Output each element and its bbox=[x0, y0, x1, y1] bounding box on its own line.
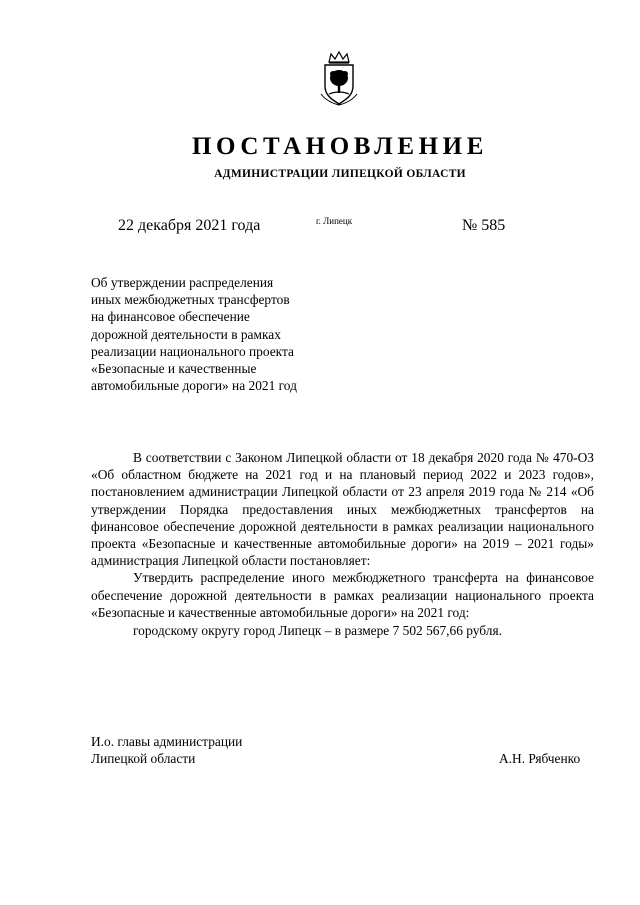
subject-line: на финансовое обеспечение bbox=[91, 309, 250, 325]
signer-position bbox=[91, 733, 242, 767]
subject-line: «Безопасные и качественные bbox=[91, 361, 257, 377]
body-paragraph-resolution: Утвердить распределение иного межбюджетного трансферта на финансовое обеспечение дорожной деятельности в рамках реализации национального проекта «Безопасные и качественные автомобильные дороги» на 2021 год: bbox=[91, 570, 594, 620]
subject-line: реализации национального проекта bbox=[91, 343, 294, 359]
document-city: г. Липецк bbox=[316, 216, 353, 226]
coat-of-arms-icon bbox=[317, 50, 361, 106]
document-title: ПОСТАНОВЛЕНИЕ bbox=[191, 133, 489, 160]
signer-name: А.Н. Рябченко bbox=[499, 751, 581, 766]
subject-line: дорожной деятельности в рамках bbox=[91, 326, 281, 342]
subject-line: автомобильные дороги» на 2021 год bbox=[91, 378, 297, 394]
document-body bbox=[91, 449, 594, 639]
signer-position-line: И.о. главы администрации bbox=[91, 734, 243, 749]
subject-line: иных межбюджетных трансфертов bbox=[91, 292, 290, 308]
body-paragraph-preamble: В соответствии с Законом Липецкой области от 18 декабря 2020 года № 470-ОЗ «Об областном бюджете на 2021 год и на плановый период 2022 и 2023 годов», постановлением администрации Липецкой области от 23 апреля 2019 года № 214 «Об утверждении Порядка предоставления иных межбюджетных трансфертов на финансовое обеспечение дорожной деятельности в рамках реализации национального проекта «Безопасные и качественные автомобильные дороги» на 2019 – 2021 годы» администрация Липецкой области постановляет: bbox=[91, 450, 594, 569]
document-subject bbox=[91, 274, 351, 394]
document-number: № 585 bbox=[462, 217, 506, 234]
signer-position-line: Липецкой области bbox=[91, 751, 196, 767]
document-subtitle: АДМИНИСТРАЦИИ ЛИПЕЦКОЙ ОБЛАСТИ bbox=[214, 168, 466, 180]
subject-line: Об утверждении распределения bbox=[91, 275, 274, 290]
document-date: 22 декабря 2021 года bbox=[118, 217, 261, 234]
body-paragraph-allocation: городскому округу город Липецк – в размере 7 502 567,66 рубля. bbox=[133, 623, 502, 639]
